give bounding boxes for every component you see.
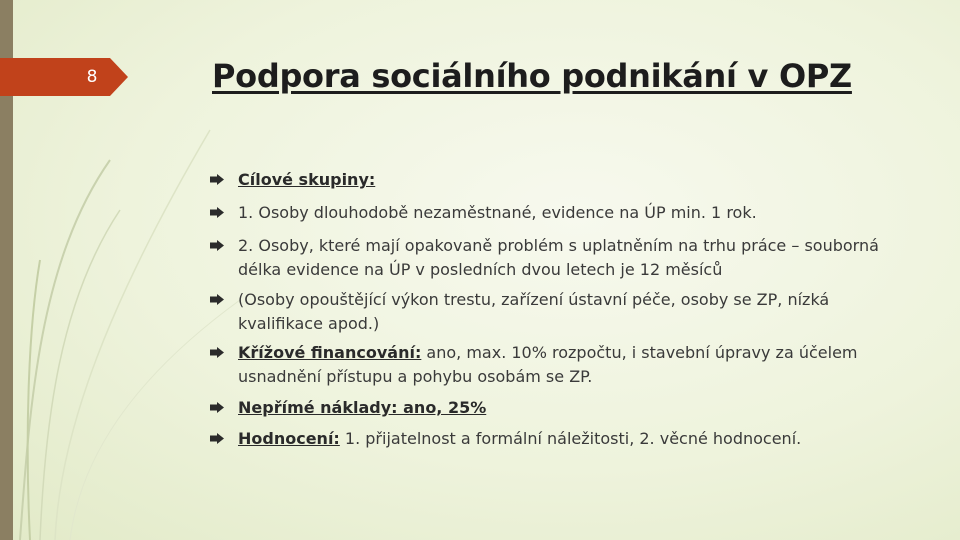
list-item (210, 201, 918, 225)
bullet-text: 1. Osoby dlouhodobě nezaměstnané, evidence na ÚP min. 1 rok. (238, 203, 757, 222)
arrow-bullet-icon (210, 174, 224, 185)
slide-number: 8 (86, 67, 98, 87)
indirect-costs-label: Nepřímé náklady: ano, 25% (238, 398, 487, 417)
list-item (210, 427, 918, 451)
list-item (210, 341, 918, 389)
cross-financing-text: ano, max. 10% rozpočtu, i stavební úpravy za účelem usnadnění přístupu a pohybu osobám se ZP. (238, 343, 858, 386)
list-item (210, 234, 918, 282)
target-groups-label: Cílové skupiny: (238, 170, 376, 189)
list-item (210, 396, 918, 420)
cross-financing-label: Křížové financování: (238, 343, 422, 362)
evaluation-label: Hodnocení: (238, 429, 340, 448)
arrow-bullet-icon (210, 402, 224, 413)
bullet-text: (Osoby opouštějící výkon trestu, zařízení ústavní péče, osoby se ZP, nízká kvalifikace apod.) (238, 290, 830, 333)
arrow-bullet-icon (210, 294, 224, 305)
arrow-bullet-icon (210, 347, 224, 358)
bullet-text: 2. Osoby, které mají opakovaně problém s uplatněním na trhu práce – souborná délka evidence na ÚP v posledních dvou letech je 12 měsíců (238, 236, 879, 279)
list-item (210, 288, 918, 336)
list-item (210, 168, 918, 192)
arrow-bullet-icon (210, 240, 224, 251)
evaluation-text: 1. přijatelnost a formální náležitosti, 2. věcné hodnocení. (339, 429, 802, 448)
slide-title: Podpora sociálního podnikání v OPZ (212, 57, 852, 95)
arrow-bullet-icon (210, 207, 224, 218)
arrow-bullet-icon (210, 433, 224, 444)
